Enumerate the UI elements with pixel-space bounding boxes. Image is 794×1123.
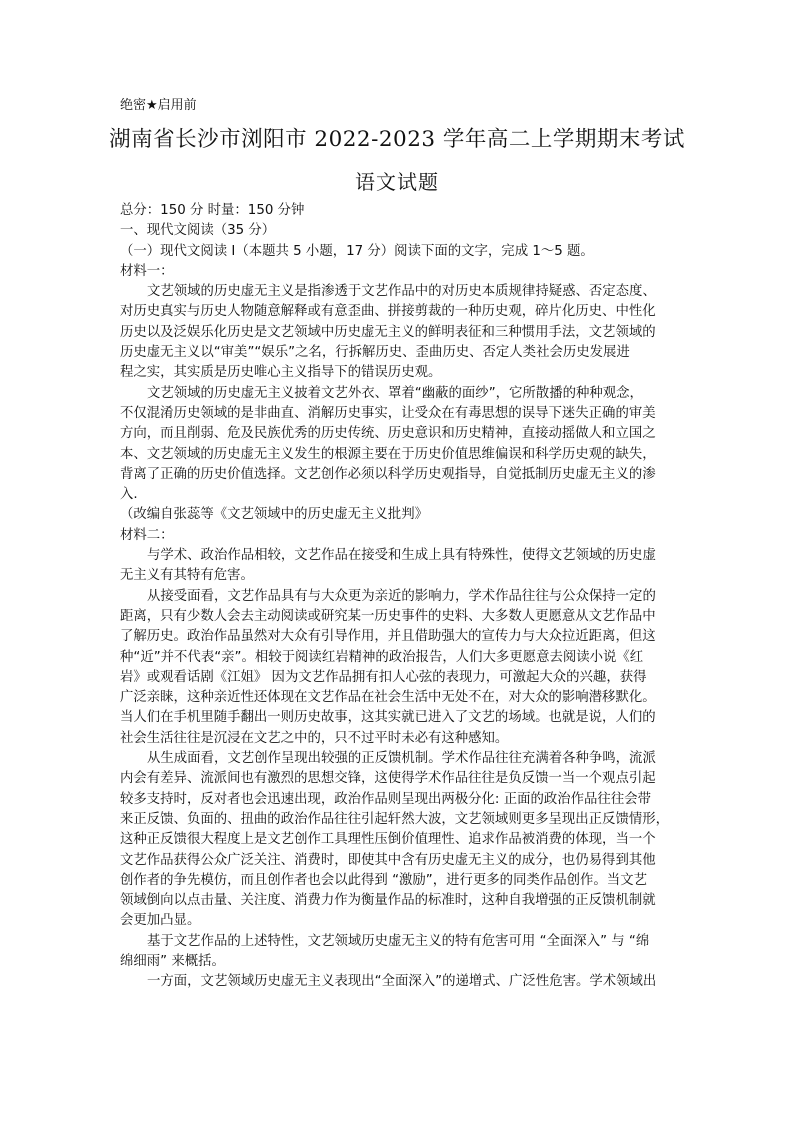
material1-paragraph [120,282,682,383]
text-line: 创作者的争先模仿，而且创作者也会以此得到 “激励”，进行更多的同类作品创作。当文艺 [120,872,647,888]
section-heading: 一、现代文阅读（35 分） [120,223,276,239]
text-line: 会更加凸显。 [120,913,201,929]
text-line: 较多支持时，反对者也会迅速出现，政治作品则呈现出两极分化: 正面的政治作品往往会带 [120,791,651,807]
material2-paragraph [120,587,682,749]
material1-source: （改编自张蕊等《文艺领域中的历史虚无主义批判》 [120,507,428,523]
text-line: 不仅混淆历史领域的是非曲直、消解历史事实，让受众在有毒思想的误导下迷失正确的审美 [120,405,656,421]
text-line: 当人们在手机里随手翻出一则历史故事，这其实就已进入了文艺的场域。也就是说，人们的 [120,710,656,726]
text-line: 方向，而且削弱、危及民族优秀的历史传统、历史意识和历史精神，直接动摇做人和立国之 [120,426,656,442]
text-line: 历史虚无主义以“审美”“娱乐”之名，行拆解历史、歪曲历史、否定人类社会历史发展进 [120,345,630,361]
material1-paragraph [120,384,682,506]
text-line: 种“近”并不代表“亲”。相较于阅读红岩精神的政治报告，人们大多更愿意去阅读小说《红 [120,649,644,665]
text-line: 了解历史。政治作品虽然对大众有引导作用，并且借助强大的宣传力与大众拉近距离，但这 [120,629,656,645]
text-line: 广泛亲睐，这种亲近性还体现在文艺作品在社会生活中无处不在，对大众的影响潜移默化。 [120,690,656,706]
text-line: 这种正反馈很大程度上是文艺创作工具理性压倒价值理性、追求作品被消费的体现，当一个 [120,832,656,848]
exam-title: 湖南省长沙市浏阳市 2022-2023 学年高二上学期期末考试 [109,127,685,152]
exam-body [120,201,682,993]
material2-paragraph [120,972,682,992]
text-line: 程之实，其实质是历史唯心主义指导下的错误历史观。 [120,365,442,381]
text-line: 本、文艺领域的历史虚无主义发生的根源主要在于历史价值思维偏误和科学历史观的缺失， [120,446,656,462]
text-line: 内会有差异、流派间也有激烈的思想交锋，这使得学术作品往往是负反馈一当一个观点引起 [120,771,656,787]
text-line: 来正反馈、负面的、扭曲的政治作品往往引起轩然大波，文艺领域则更多呈现出正反馈情形， [120,811,670,827]
text-line: 绵细雨” 来概括。 [120,953,225,969]
exam-subtitle: 语文试题 [355,170,439,194]
text-line: 从生成面看，文艺创作呈现出较强的正反馈机制。学术作品往往充满着各种争鸣，流派 [147,751,656,767]
text-line: 对历史真实与历史人物随意解释或有意歪曲、拼接剪裁的一种历史观，碎片化历史、中性化 [120,304,656,320]
text-line: 距离，只有少数人会去主动阅读或研究某一历史事件的史料、大多数人更愿意从文艺作品中 [120,608,656,624]
text-line: 社会生活往往是沉浸在文艺之中的，只不过平时未必有这种感知。 [120,730,509,746]
text-line: 文艺作品获得公众广泛关注、消费时，即使其中含有历史虚无主义的成分，也仍易得到其他 [120,852,656,868]
text-line: 无主义有其特有危害。 [120,568,254,584]
material2-paragraph [120,749,682,932]
text-line: 领域倒向以点击量、关注度、消费力作为衡量作品的标准时，这种自我增强的正反馈机制就 [120,893,656,909]
confidential-label: 绝密★启用前 [120,98,197,113]
text-line: 一方面，文艺领域历史虚无主义表现出“全面深入”的递增式、广泛性危害。学术领域出 [147,974,657,990]
text-line: 文艺领域的历史虚无主义披着文艺外衣、罩着“幽蔽的面纱”，它所散播的种种观念， [147,385,643,401]
material2-paragraph [120,546,682,587]
material2-label: 材料二： [120,527,174,543]
material1-label: 材料一： [120,263,174,279]
text-line: 从接受面看，文艺作品具有与大众更为亲近的影响力，学术作品往往与公众保持一定的 [147,588,656,604]
subsection-heading: （一）现代文阅读 I（本题共 5 小题，17 分）阅读下面的文字，完成 1～5 题。 [120,243,594,259]
text-line: 背离了正确的历史价值选择。文艺创作必须以科学历史观指导，自觉抵制历史虚无主义的渗 [120,466,656,482]
text-line: 历史以及泛娱乐化历史是文艺领域中历史虚无主义的鲜明表征和三种惯用手法，文艺领域的 [120,324,656,340]
text-line: 文艺领域的历史虚无主义是指渗透于文艺作品中的对历史本质规律持疑惑、否定态度、 [147,284,656,300]
text-line: 岩》或观看话剧《江姐》 因为文艺作品拥有扣人心弦的表现力，可激起大众的兴趣，获得 [120,669,647,685]
material2-paragraph [120,932,682,973]
text-line: 入. [120,487,138,503]
text-line: 基于文艺作品的上述特性，文艺领域历史虚无主义的特有危害可用 “全面深入” 与 “绵 [147,933,650,949]
exam-info: 总分：150 分 时量：150 分钟 [120,203,305,218]
text-line: 与学术、政治作品相较，文艺作品在接受和生成上具有特殊性，使得文艺领域的历史虚 [147,548,656,564]
